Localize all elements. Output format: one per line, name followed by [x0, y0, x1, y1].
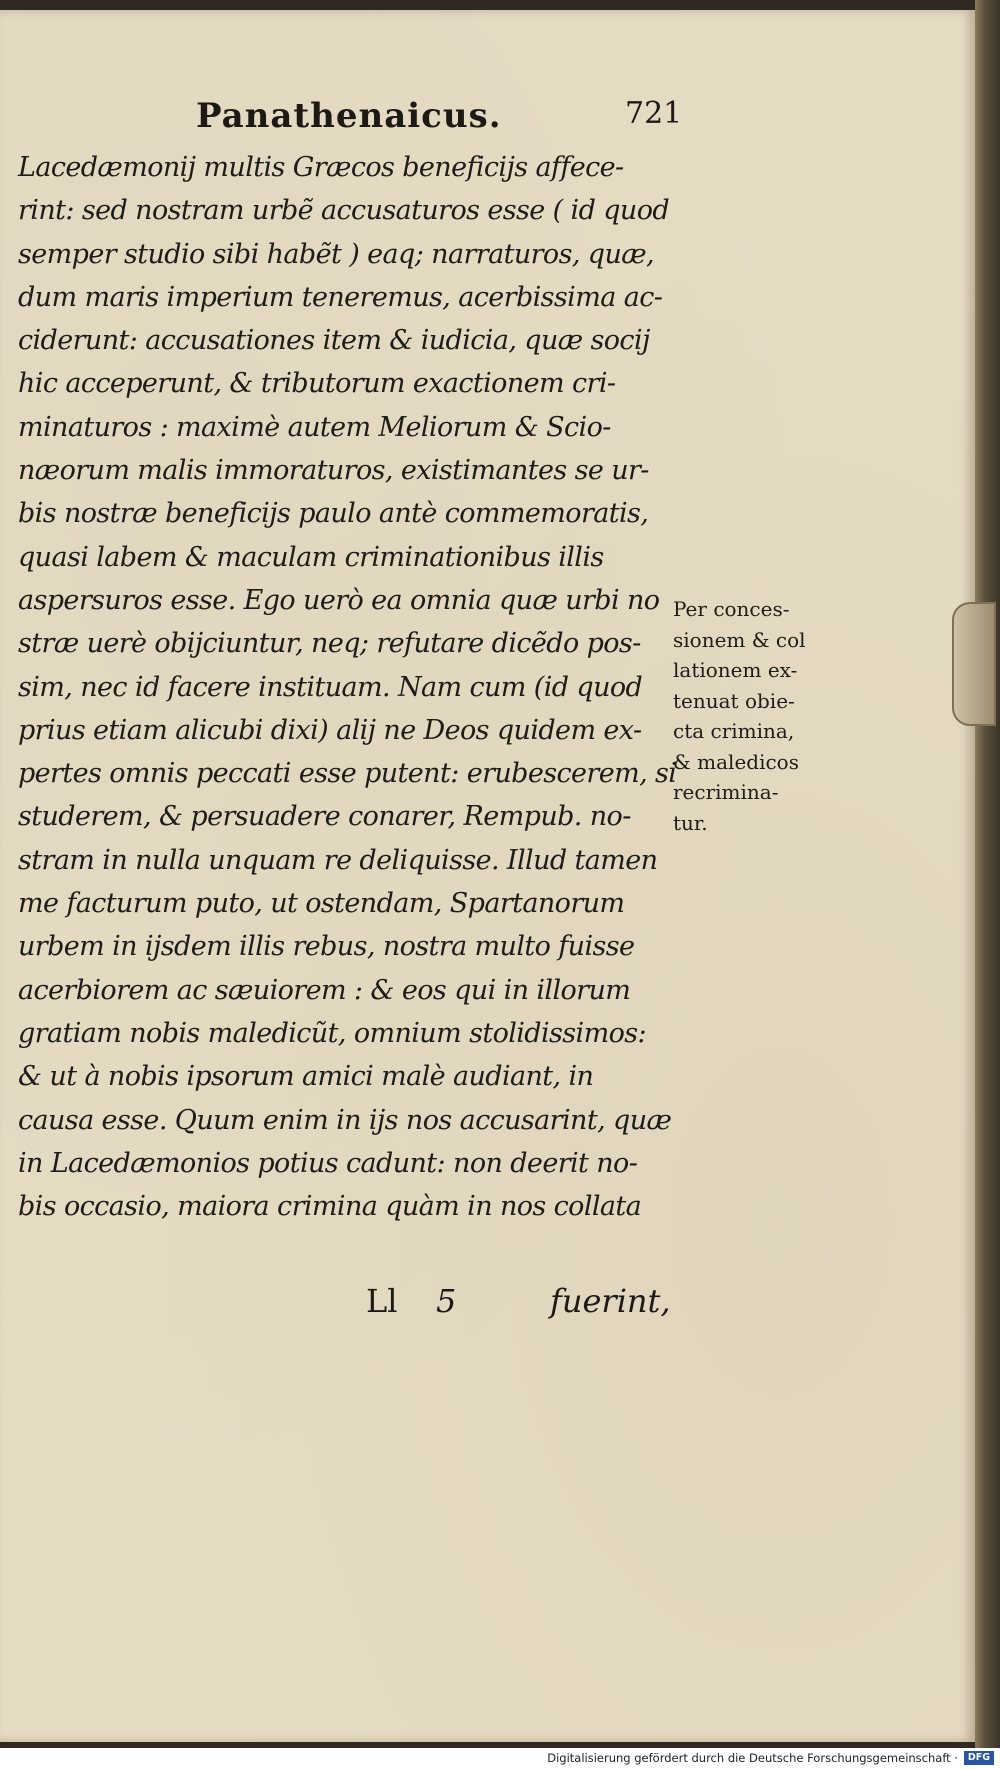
text-line: bis occasio, maiora crimina quàm in nos collata [18, 1191, 642, 1223]
text-line: rint: sed nostram urbẽ accusaturos esse ( id quod [18, 195, 670, 227]
body-text [18, 146, 678, 1228]
text-line: næorum malis immoraturos, existimantes se ur- [18, 455, 649, 487]
text-line: aspersuros esse. Ego uerò ea omnia quæ urbi no [18, 584, 660, 616]
signature-mark: Ll [366, 1282, 398, 1320]
text-line: causa esse. Quum enim in ijs nos accusarint, quæ [18, 1104, 672, 1136]
page-number: 721 [625, 96, 683, 131]
margin-note-line: cta crimina, [673, 719, 795, 743]
margin-note-line: Per conces- [673, 597, 790, 621]
catchword: fuerint, [550, 1282, 671, 1320]
margin-note-line: sionem & col [673, 627, 806, 652]
margin-note-line: & maledicos [673, 749, 799, 774]
signature-number: 5 [436, 1282, 457, 1320]
funding-credit: Digitalisierung gefördert durch die Deutsche Forschungsgemeinschaft · [547, 1751, 958, 1765]
margin-note-line: recrimina- [673, 780, 779, 804]
text-line: quasi labem & maculam criminationibus illis [18, 541, 604, 573]
text-line: semper studio sibi habẽt ) eaq; narraturos, quæ, [18, 238, 655, 270]
text-line: & ut à nobis ipsorum amici malè audiant, in [18, 1061, 594, 1093]
text-line: acerbiorem ac sæuiorem : & eos qui in illorum [18, 974, 631, 1006]
text-line: stram in nulla unquam re deliquisse. Illud tamen [18, 844, 658, 876]
margin-note-line: lationem ex- [673, 658, 798, 682]
margin-note-line: tenuat obie- [673, 688, 795, 713]
text-line: me facturum puto, ut ostendam, Spartanorum [18, 888, 625, 920]
text-line: Lacedæmonij multis Græcos beneficijs affece- [18, 152, 624, 183]
text-line: stræ uerè obijciuntur, neq; refutare dicẽdo pos- [18, 628, 641, 660]
text-line: hic acceperunt, & tributorum exactionem cri- [18, 368, 616, 400]
text-line: prius etiam alicubi dixi) alij ne Deos quidem ex- [18, 714, 642, 746]
margin-note [673, 594, 845, 838]
page-clip-tab [952, 602, 996, 726]
text-line: pertes omnis peccati esse putent: erubescerem, si [18, 758, 677, 790]
text-line: urbem in ijsdem illis rebus, nostra multo fuisse [18, 931, 635, 963]
text-line: dum maris imperium teneremus, acerbissima ac- [18, 281, 663, 313]
running-head: Panathenaicus. [196, 96, 502, 136]
text-line: sim, nec id facere instituam. Nam cum (id quod [18, 671, 643, 703]
text-line: studerem, & persuadere conarer, Rempub. no- [18, 801, 631, 833]
text-line: ciderunt: accusationes item & iudicia, quæ socij [18, 325, 650, 357]
margin-note-line: tur. [673, 810, 708, 835]
dfg-logo: DFG [964, 1751, 994, 1765]
text-line: in Lacedæmonios potius cadunt: non deerit no- [18, 1147, 638, 1179]
text-line: gratiam nobis maledicũt, omnium stolidissimos: [18, 1017, 646, 1049]
text-line: bis nostræ beneficijs paulo antè commemoratis, [18, 498, 649, 530]
book-fore-edge [975, 0, 1000, 1769]
text-line: minaturos : maximè autem Meliorum & Scio- [18, 411, 611, 443]
